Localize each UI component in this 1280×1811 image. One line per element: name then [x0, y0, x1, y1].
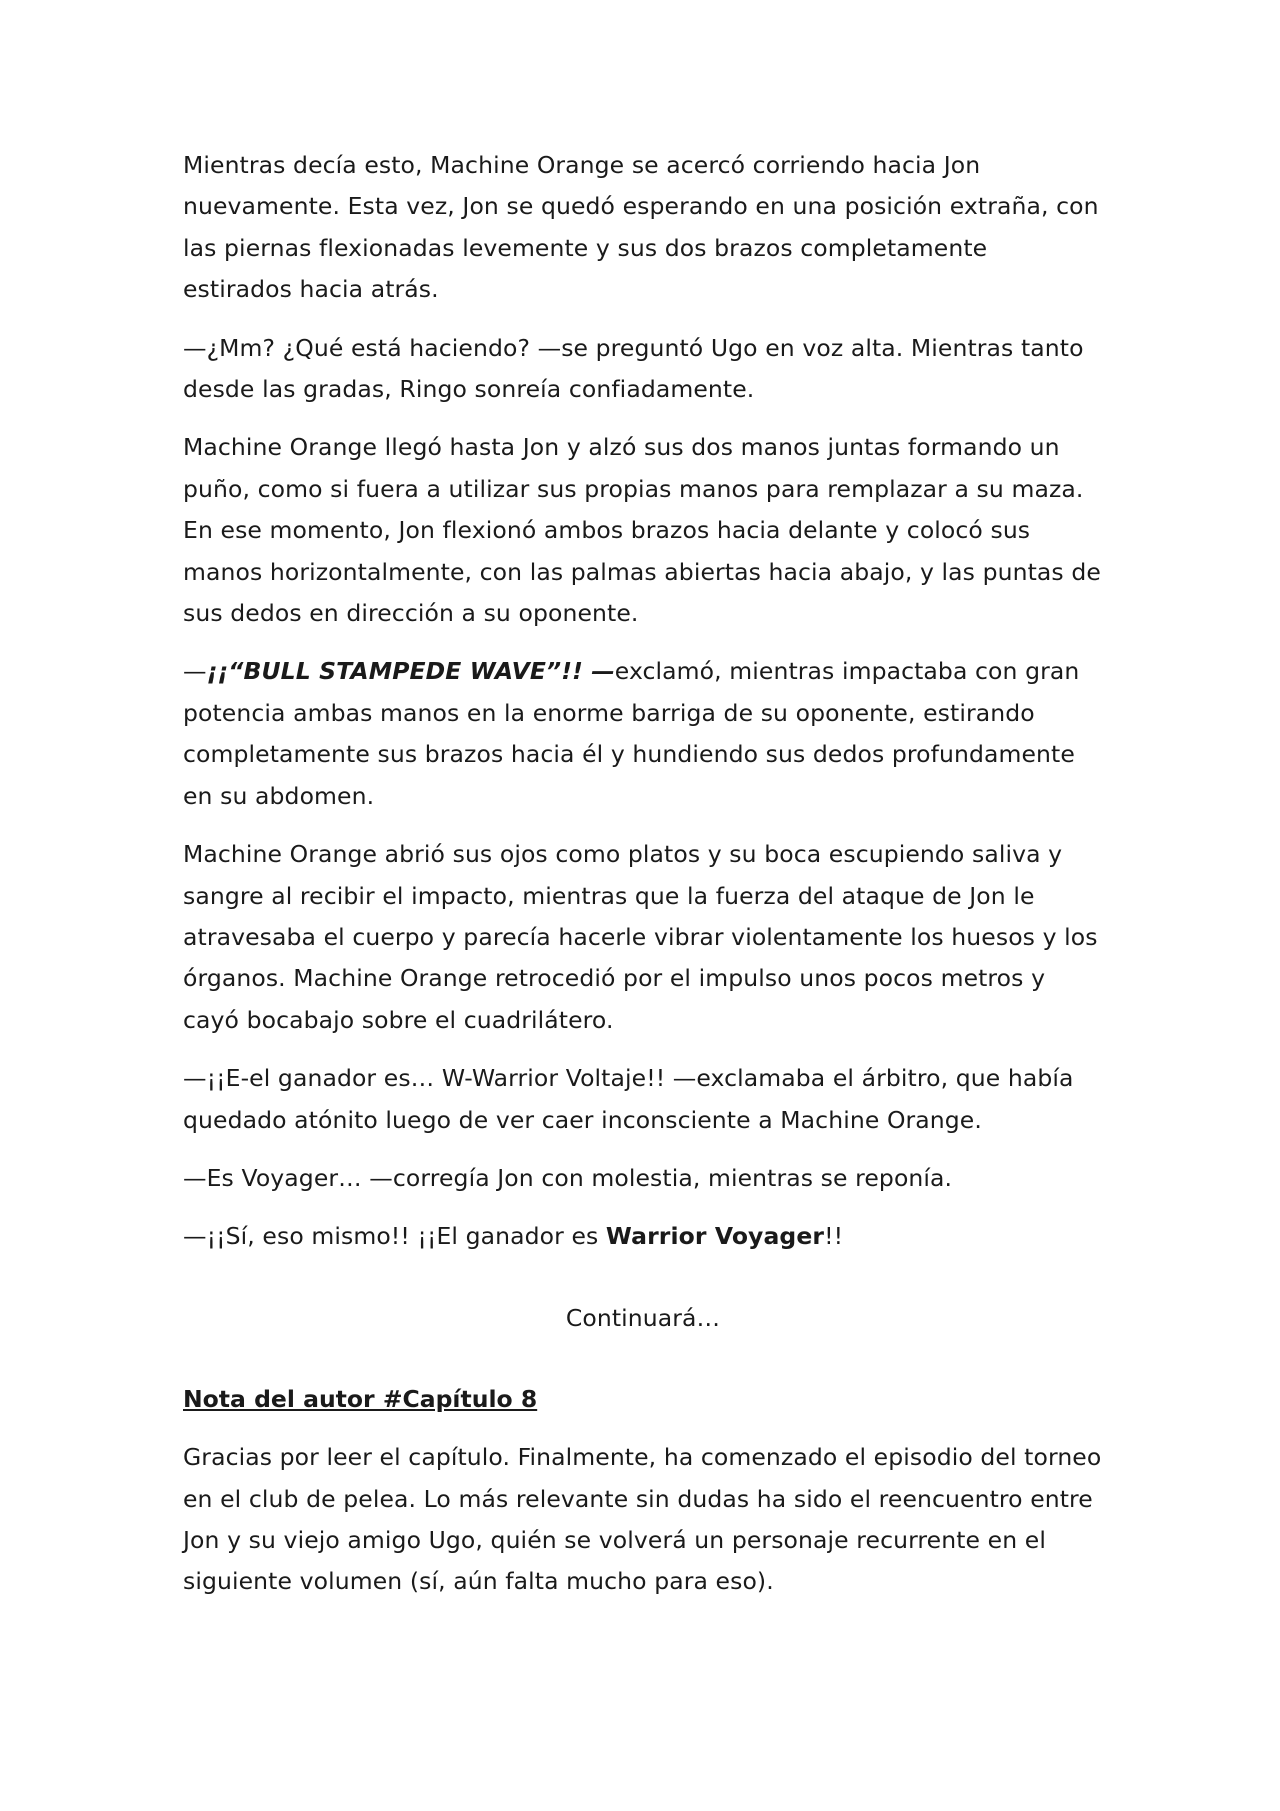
document-page [183, 145, 1103, 1620]
author-note-body: Gracias por leer el capítulo. Finalmente, ha comenzado el episodio del torneo en el club de pelea. Lo más relevante sin dudas ha sido el reencuentro entre Jon y su viejo amigo Ugo, quién se volverá un personaje recurrente en el siguiente volumen (sí, aún falta mucho para eso). [183, 1443, 1102, 1596]
dialogue-dash: — [183, 657, 207, 686]
attack-shout: ¡¡“BULL STAMPEDE WAVE”!! — [206, 657, 615, 686]
winner-name: Warrior Voyager [605, 1222, 825, 1251]
continue-label: Continuará… [565, 1303, 721, 1332]
paragraph: —Es Voyager… —corregía Jon con molestia, mientras se reponía. [183, 1163, 953, 1192]
paragraph-text: exclamó, mientras impactaba con gran potencia ambas manos en la enorme barriga de su oponente, estirando completamente sus brazos hacia él y hundiendo sus dedos profundamente en su abdomen. [183, 657, 1080, 810]
paragraph: —¿Mm? ¿Qué está haciendo? —se preguntó Ugo en voz alta. Mientras tanto desde las gradas, Ringo sonreía confiadamente. [183, 333, 1084, 404]
paragraph: Mientras decía esto, Machine Orange se acercó corriendo hacia Jon nuevamente. Esta vez, Jon se quedó esperando en una posición extraña, con las piernas flexionadas levemente y sus dos brazos completamente estirados hacia atrás. [183, 151, 1099, 304]
paragraph-text: —¡¡Sí, eso mismo!! ¡¡El ganador es [183, 1222, 606, 1251]
author-note-title: Nota del autor #Capítulo 8 [183, 1385, 538, 1414]
paragraph: Machine Orange abrió sus ojos como platos y su boca escupiendo saliva y sangre al recibir el impacto, mientras que la fuerza del ataque de Jon le atravesaba el cuerpo y parecía hacerle vibrar violentamente los huesos y los órganos. Machine Orange retrocedió por el impulso unos pocos metros y cayó bocabajo sobre el cuadrilátero. [183, 840, 1098, 1034]
paragraph: Machine Orange llegó hasta Jon y alzó sus dos manos juntas formando un puño, como si fuera a utilizar sus propias manos para remplazar a su maza. En ese momento, Jon flexionó ambos brazos hacia delante y colocó sus manos horizontalmente, con las palmas abiertas hacia abajo, y las puntas de sus dedos en dirección a su oponente. [183, 433, 1101, 628]
paragraph-text: !! [824, 1222, 844, 1251]
paragraph [183, 651, 1103, 817]
paragraph: —¡¡E-el ganador es… W-Warrior Voltaje!! —exclamaba el árbitro, que había quedado atónito luego de ver caer inconsciente a Machine Orange. [183, 1064, 1074, 1134]
paragraph [183, 1216, 1103, 1257]
